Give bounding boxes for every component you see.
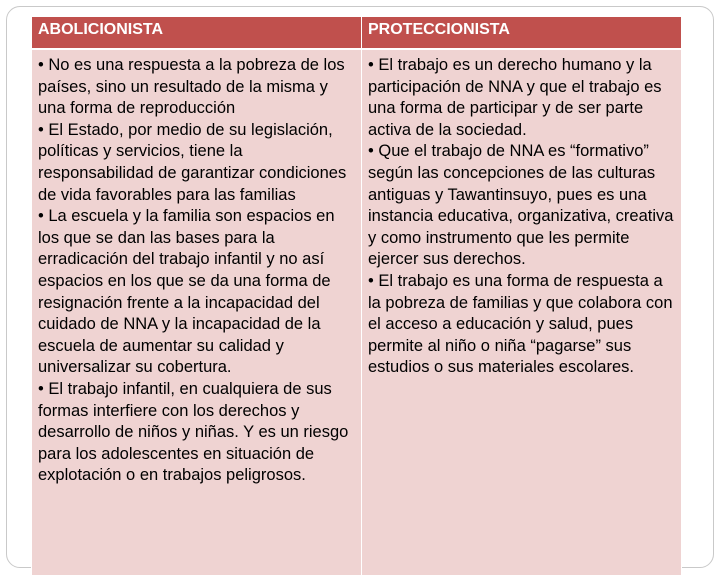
list-item: • El trabajo es una forma de respuesta a la pobreza de familias y que colabora con el acceso a educación y salud, pues permite al niño o niña “pagarse” sus estudios o sus materiales escolares.: [368, 271, 673, 377]
proteccionista-cell: [362, 49, 682, 576]
list-item: • No es una respuesta a la pobreza de los países, sino un resultado de la misma y una forma de reproducción: [38, 56, 345, 118]
list-item: • El trabajo infantil, en cualquiera de sus formas interfiere con los derechos y desarrollo de niños y niñas. Y es un riesgo para los adolescentes en situación de explotación o en trabajos peligrosos.: [38, 379, 349, 485]
list-item: • El Estado, por medio de su legislación, políticas y servicios, tiene la responsabilidad de garantizar condiciones de vida favorables para las familias: [38, 120, 347, 204]
header-proteccionista: PROTECCIONISTA: [362, 17, 682, 50]
table-header-row: [32, 17, 682, 50]
list-item: • La escuela y la familia son espacios en los que se dan las bases para la erradicación del trabajo infantil y no así espacios en los que se da una forma de resignación frente a la incapacidad del cuidado de NNA y la incapacidad de la escuela de aumentar su calidad y universalizar su cobertura.: [38, 207, 335, 377]
abolicionista-cell: [32, 49, 362, 576]
comparison-table: [31, 16, 682, 576]
list-item: • Que el trabajo de NNA es “formativo” según las concepciones de las culturas antiguas y Tawantinsuyo, pues es una instancia educativa, organizativa, creativa y como instrumento que les permite ejercer sus derechos.: [368, 142, 674, 269]
list-item: • El trabajo es un derecho humano y la participación de NNA y que el trabajo es una forma de participar y de ser parte activa de la sociedad.: [368, 56, 662, 139]
header-abolicionista: ABOLICIONISTA: [32, 17, 362, 50]
table-row: [32, 49, 682, 576]
